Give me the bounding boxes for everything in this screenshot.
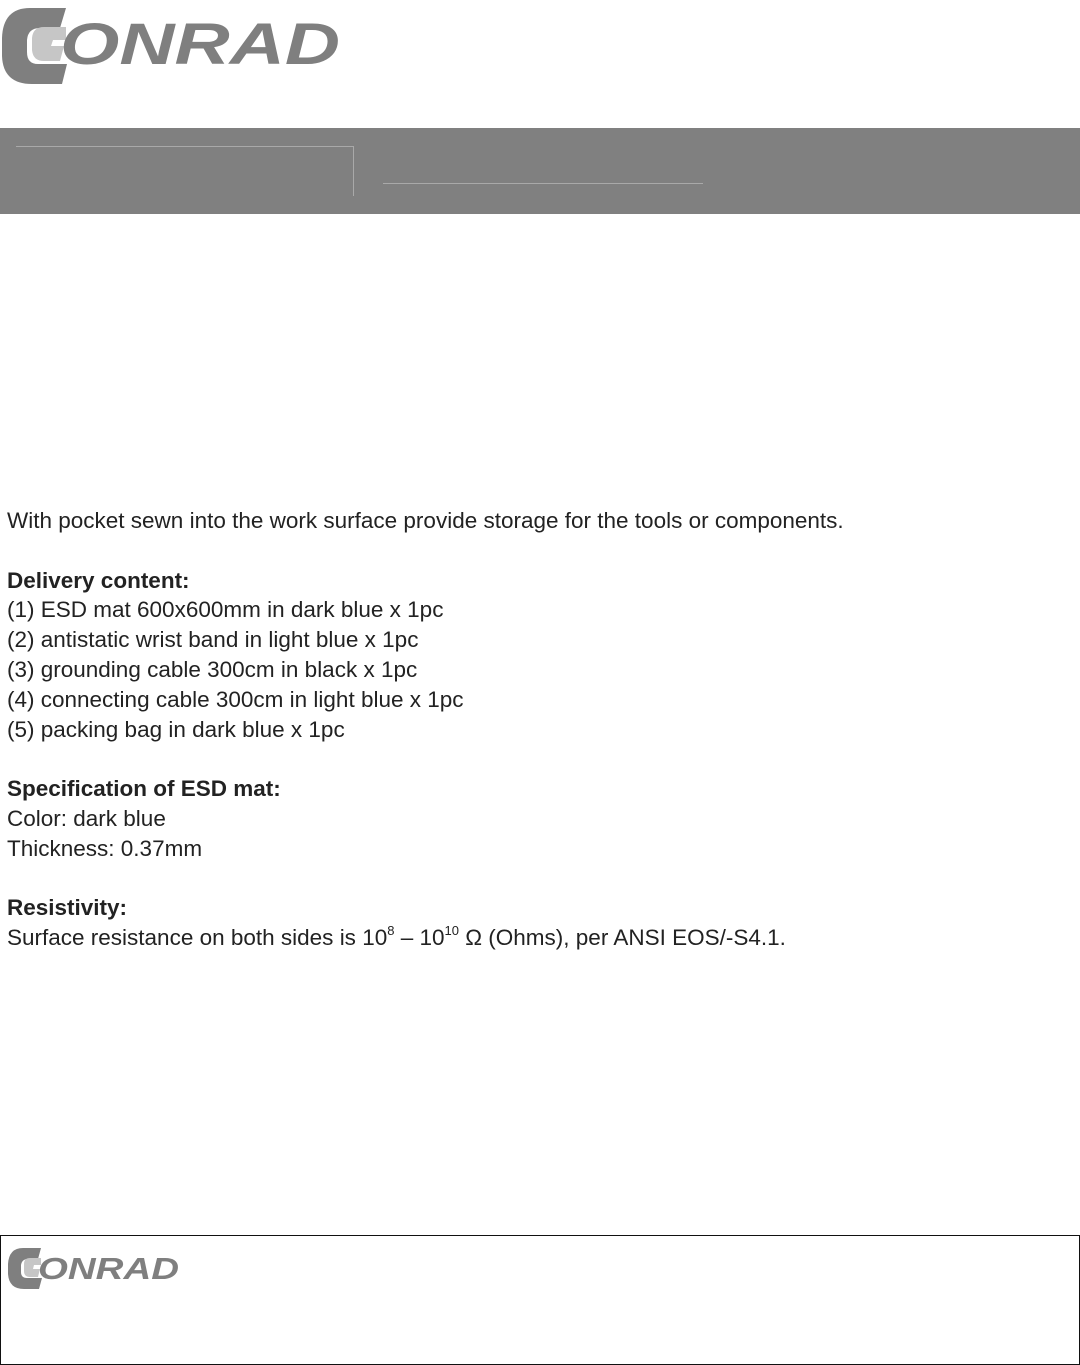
band-rule-right [383,183,703,184]
header-band [0,128,1080,214]
conrad-logo-top [0,0,345,88]
spec-thickness: Thickness: 0.37mm [7,835,203,861]
footer-box [0,1235,1080,1365]
list-item: (2) antistatic wrist band in light blue x 1pc [7,627,419,653]
intro-text: With pocket sewn into the work surface provide storage for the tools or components. [7,508,844,533]
spec-color: Color: dark blue [7,805,166,831]
list-item: (4) connecting cable 300cm in light blue x 1pc [7,686,464,712]
resistivity-heading: Resistivity: [7,895,128,921]
conrad-logo-icon [2,8,67,84]
conrad-logo-icon [8,1248,42,1289]
list-item: (3) grounding cable 300cm in black x 1pc [7,656,418,682]
conrad-logo-footer [7,1244,181,1292]
conrad-logo-text: ONRAD [38,1251,179,1286]
conrad-logo-text: ONRAD [60,12,340,77]
resistivity-text [7,923,1067,953]
resistivity-suffix: Ω (Ohms), per ANSI EOS/-S4.1. [458,925,786,951]
resistivity-middle: – 10 [394,925,445,951]
document-body [7,506,1067,953]
band-frame-left [16,146,354,196]
exponent-1: 8 [387,923,395,939]
list-item: (1) ESD mat 600x600mm in dark blue x 1pc [7,597,444,623]
spec-heading: Specification of ESD mat: [7,776,281,802]
resistivity-prefix: Surface resistance on both sides is 10 [7,925,388,951]
exponent-2: 10 [444,923,459,939]
list-item: (5) packing bag in dark blue x 1pc [7,716,345,742]
delivery-heading: Delivery content: [7,567,190,593]
